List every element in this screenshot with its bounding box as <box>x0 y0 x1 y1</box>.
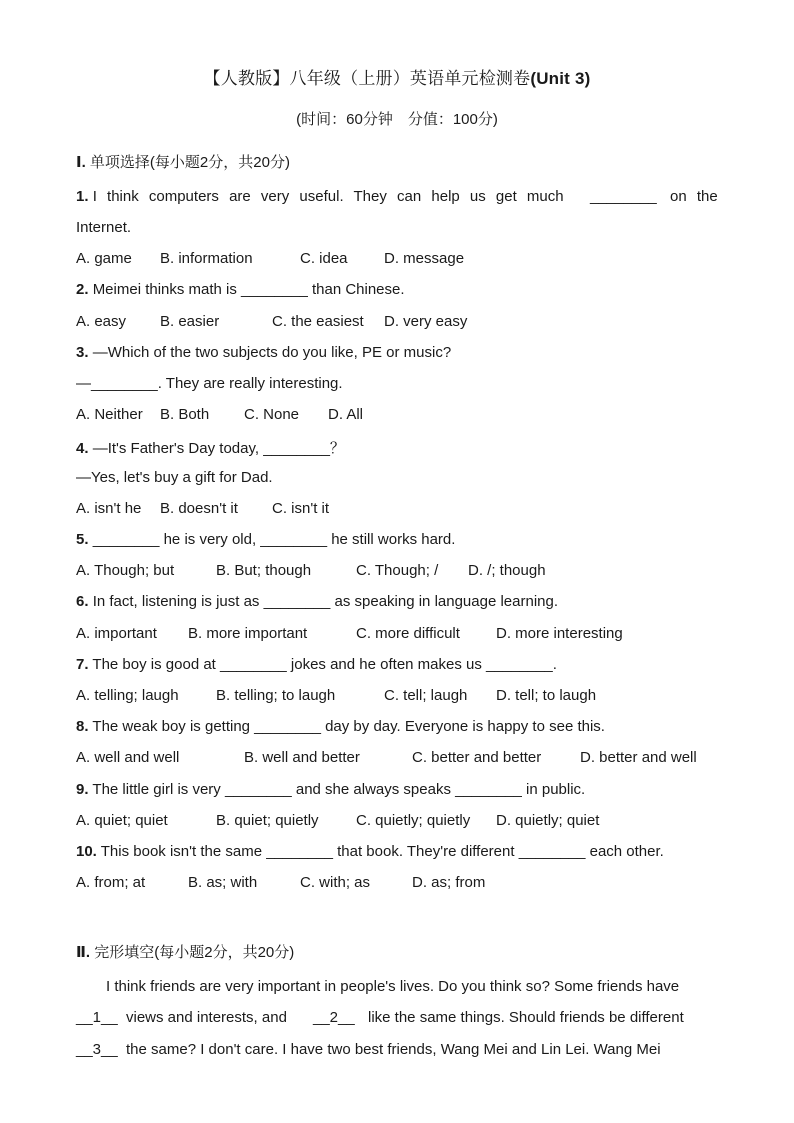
passage-line-3 <box>76 1041 718 1058</box>
option-a: A. telling; laugh <box>76 687 179 704</box>
cloze-blank-3: __3__ <box>76 1041 118 1058</box>
question-number: 6. <box>76 593 89 610</box>
option-b: B. easier <box>160 313 220 330</box>
question-4-reply: —Yes, let's buy a gift for Dad. <box>76 469 273 486</box>
option-c: C. tell; laugh <box>384 687 468 704</box>
section-title: 完形填空(每小题2分，共20分) <box>94 944 295 961</box>
option-d: D. very easy <box>384 313 468 330</box>
option-d: D. /; though <box>468 562 546 579</box>
option-b: B. telling; to laugh <box>216 687 336 704</box>
option-b: B. information <box>160 250 253 267</box>
option-a: A. isn't he <box>76 500 142 517</box>
option-c: C. None <box>244 406 300 423</box>
option-d: D. message <box>384 250 465 267</box>
question-7 <box>76 656 718 673</box>
page-title <box>0 64 794 89</box>
section-numeral: Ⅰ. <box>76 154 86 171</box>
question-text: This book isn't the same ________ that book. They're different ________ each other. <box>100 843 664 860</box>
question-number: 2. <box>76 281 89 298</box>
option-a: A. Though; but <box>76 562 175 579</box>
option-b: B. well and better <box>244 749 360 766</box>
question-text: The boy is good at ________ jokes and he often makes us ________. <box>92 656 557 673</box>
page-subtitle: (时间：60分钟 分值：100分) <box>296 111 498 128</box>
question-number: 1. <box>76 188 89 205</box>
question-text-cont: on the <box>670 188 718 205</box>
question-1 <box>76 188 718 205</box>
question-5 <box>76 531 718 548</box>
option-b: B. But; though <box>216 562 312 579</box>
question-4 <box>76 437 718 458</box>
option-a: A. easy <box>76 313 127 330</box>
option-d: D. as; from <box>412 874 486 891</box>
option-d: D. better and well <box>580 749 697 766</box>
question-8 <box>76 718 718 735</box>
title-unit: (Unit 3) <box>530 69 591 88</box>
passage-line-2 <box>76 1009 718 1026</box>
section-heading-2 <box>76 941 718 962</box>
question-number: 5. <box>76 531 89 548</box>
option-d: D. quietly; quiet <box>496 812 600 829</box>
title-text: 【人教版】八年级（上册）英语单元检测卷 <box>203 69 531 88</box>
option-c: C. isn't it <box>272 500 330 517</box>
question-number: 10. <box>76 843 97 860</box>
option-b: B. doesn't it <box>160 500 238 517</box>
question-2 <box>76 281 718 298</box>
option-c: C. Though; / <box>356 562 439 579</box>
question-text: ________ he is very old, ________ he still works hard. <box>92 531 456 548</box>
question-number: 7. <box>76 656 89 673</box>
question-text: —It's Father's Day today, ________？ <box>92 440 345 457</box>
section-numeral: Ⅱ. <box>76 944 91 961</box>
option-d: D. All <box>328 406 364 423</box>
section-title: 单项选择(每小题2分，共20分) <box>89 154 290 171</box>
question-9 <box>76 781 718 798</box>
question-text: I think computers are very useful. They can help us get much <box>92 188 564 205</box>
question-number: 3. <box>76 344 89 361</box>
option-b: B. more important <box>188 625 308 642</box>
cloze-blank-2: __2__ <box>313 1009 355 1026</box>
option-b: B. quiet; quietly <box>216 812 319 829</box>
option-c: C. better and better <box>412 749 542 766</box>
section-heading-1 <box>76 151 718 172</box>
passage-line-1: I think friends are very important in people's lives. Do you think so? Some friends have <box>106 978 680 995</box>
option-a: A. quiet; quiet <box>76 812 168 829</box>
option-a: A. Neither <box>76 406 143 423</box>
question-10 <box>76 843 718 860</box>
option-c: C. idea <box>300 250 348 267</box>
question-number: 9. <box>76 781 89 798</box>
question-text: Meimei thinks math is ________ than Chinese. <box>92 281 405 298</box>
option-a: A. from; at <box>76 874 146 891</box>
answer-blank: ________ <box>590 188 657 205</box>
question-number: 4. <box>76 440 89 457</box>
question-text: —Which of the two subjects do you like, PE or music? <box>92 344 452 361</box>
cloze-blank-1: __1__ <box>76 1009 118 1026</box>
option-a: A. well and well <box>76 749 180 766</box>
question-3-reply: —________. They are really interesting. <box>76 375 343 392</box>
passage-text: like the same things. Should friends be different <box>368 1009 684 1026</box>
option-a: A. game <box>76 250 132 267</box>
question-text: The weak boy is getting ________ day by day. Everyone is happy to see this. <box>92 718 605 735</box>
question-3 <box>76 344 718 361</box>
option-c: C. more difficult <box>356 625 460 642</box>
passage-text: views and interests, and <box>126 1009 287 1026</box>
question-number: 8. <box>76 718 89 735</box>
option-c: C. quietly; quietly <box>356 812 471 829</box>
option-b: B. Both <box>160 406 210 423</box>
question-text: In fact, listening is just as ________ as speaking in language learning. <box>92 593 559 610</box>
question-text: The little girl is very ________ and she always speaks ________ in public. <box>92 781 586 798</box>
option-d: D. more interesting <box>496 625 623 642</box>
option-d: D. tell; to laugh <box>496 687 597 704</box>
passage-text: the same? I don't care. I have two best friends, Wang Mei and Lin Lei. Wang Mei <box>126 1041 661 1058</box>
option-c: C. the easiest <box>272 313 364 330</box>
option-c: C. with; as <box>300 874 371 891</box>
question-1-cont: Internet. <box>76 219 132 236</box>
option-b: B. as; with <box>188 874 258 891</box>
question-6 <box>76 593 718 610</box>
option-a: A. important <box>76 625 157 642</box>
